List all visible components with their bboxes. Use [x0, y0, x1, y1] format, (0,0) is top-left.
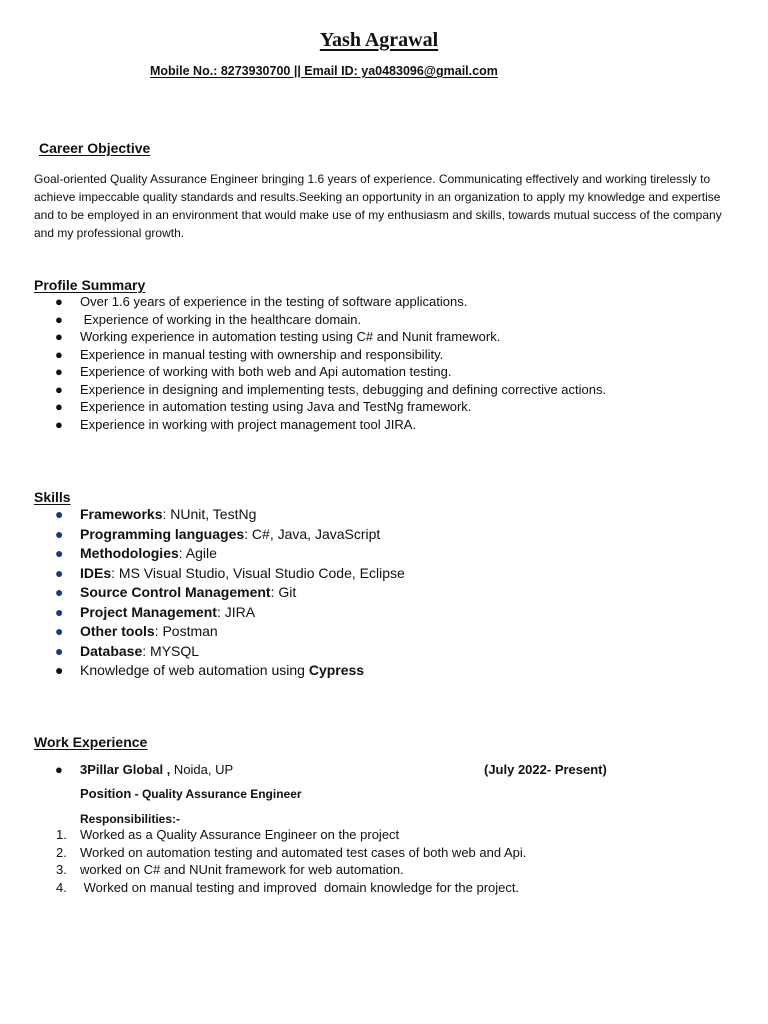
skill-label: Programming languages — [80, 525, 245, 542]
skill-value: : Agile — [178, 545, 217, 561]
skill-value: : MS Visual Studio, Visual Studio Code, Eclipse — [111, 564, 405, 581]
skill-value: : NUnit, TestNg — [162, 506, 257, 522]
list-item: ● Experience of working in the healthcare domain. — [55, 311, 362, 327]
skill-value: : Git — [270, 584, 297, 600]
bullet-icon: ● — [55, 584, 64, 600]
skill-item — [34, 583, 405, 603]
skill-value: : JIRA — [216, 603, 256, 620]
list-item: ● Working experience in automation testing using C# and Nunit framework. — [55, 329, 501, 344]
bullet-icon: ● — [55, 381, 63, 397]
bullet-icon: ● — [55, 623, 64, 639]
bullet-icon: ● — [55, 642, 64, 659]
skill-value: : Postman — [154, 623, 218, 639]
skill-text: Knowledge of web automation using — [80, 662, 309, 678]
position-label: Position — [80, 786, 132, 801]
bullet-icon: ● — [55, 346, 63, 362]
list-item: ● Experience in designing and implementing tests, debugging and defining corrective actions. — [55, 381, 607, 397]
bullet-icon: ● — [55, 506, 64, 522]
skill-item — [34, 661, 405, 681]
work-experience-heading: Work Experience — [34, 734, 148, 750]
list-item: 1. Worked as a Quality Assurance Engineer on the project — [56, 827, 400, 842]
list-item: ● Experience in working with project management tool JIRA. — [55, 416, 416, 432]
list-item: ● Experience in automation testing using Java and TestNg framework. — [55, 399, 472, 414]
bullet-icon: ● — [55, 364, 63, 379]
skill-label: IDEs — [80, 564, 112, 581]
company-name: 3Pillar Global , — [80, 762, 171, 777]
bullet-icon: ● — [55, 416, 63, 432]
skill-value: : C#, Java, JavaScript — [244, 525, 381, 542]
job-dates: (July 2022- Present) — [484, 762, 607, 777]
list-item: ● Experience of working with both web and Api automation testing. — [55, 364, 452, 379]
career-objective-heading: Career Objective — [39, 140, 151, 156]
list-item: ● Over 1.6 years of experience in the testing of software applications. — [55, 294, 468, 309]
skill-item — [34, 564, 405, 584]
skill-item — [34, 622, 405, 642]
career-objective-text: Goal-oriented Quality Assurance Engineer bringing 1.6 years of experience. Communicating effectively and working tirelessly to achieve impeccable quality standards and results.Seeking an opportunity in an organization to apply my knowledge and expertise and to be employed in an environment that would make use of my enthusiasm and skills, towards mutual success of the company and my professional growth. — [34, 172, 722, 240]
skill-label: Methodologies — [80, 545, 179, 561]
bullet-icon: ● — [55, 525, 64, 542]
skill-tool: Cypress — [308, 662, 365, 678]
list-item: ● Experience in manual testing with ownership and responsibility. — [55, 346, 444, 362]
responsibilities-label: Responsibilities:- — [80, 812, 181, 826]
skill-item — [34, 505, 405, 525]
list-item: 4. Worked on manual testing and improved domain knowledge for the project. — [56, 879, 520, 895]
bullet-icon: ● — [55, 762, 63, 777]
bullet-icon: ● — [55, 662, 64, 678]
list-item: 3. worked on C# and NUnit framework for web automation. — [56, 862, 404, 877]
bullet-icon: ● — [55, 294, 63, 309]
skill-item — [34, 603, 405, 623]
skill-value: : MYSQL — [142, 642, 200, 659]
profile-summary-list — [34, 293, 606, 433]
job-location: Noida, UP — [170, 762, 234, 777]
contact-info: Mobile No.: 8273930700 || Email ID: ya0483096@gmail.com — [150, 64, 498, 78]
skill-item — [34, 544, 405, 564]
bullet-icon: ● — [55, 311, 63, 327]
skill-label: Database — [80, 642, 143, 659]
job-entry — [34, 760, 233, 780]
bullet-icon: ● — [55, 603, 64, 620]
skills-heading: Skills — [34, 489, 71, 505]
job-position — [80, 784, 302, 804]
list-item: 2. Worked on automation testing and automated test cases of both web and Api. — [56, 844, 527, 860]
skill-label: Other tools — [80, 623, 155, 639]
bullet-icon: ● — [55, 545, 64, 561]
bullet-icon: ● — [55, 399, 63, 414]
position-title: - Quality Assurance Engineer — [131, 787, 302, 801]
skill-label: Project Management — [80, 603, 217, 620]
skills-list — [34, 505, 405, 681]
bullet-icon: ● — [55, 564, 64, 581]
bullet-icon: ● — [55, 329, 63, 344]
skill-label: Source Control Management — [80, 584, 271, 600]
responsibilities-list — [34, 826, 526, 896]
skill-label: Frameworks — [80, 506, 163, 522]
skill-item — [34, 642, 405, 662]
candidate-name: Yash Agrawal — [319, 29, 439, 51]
skill-item — [34, 525, 405, 545]
profile-summary-heading: Profile Summary — [34, 277, 146, 293]
